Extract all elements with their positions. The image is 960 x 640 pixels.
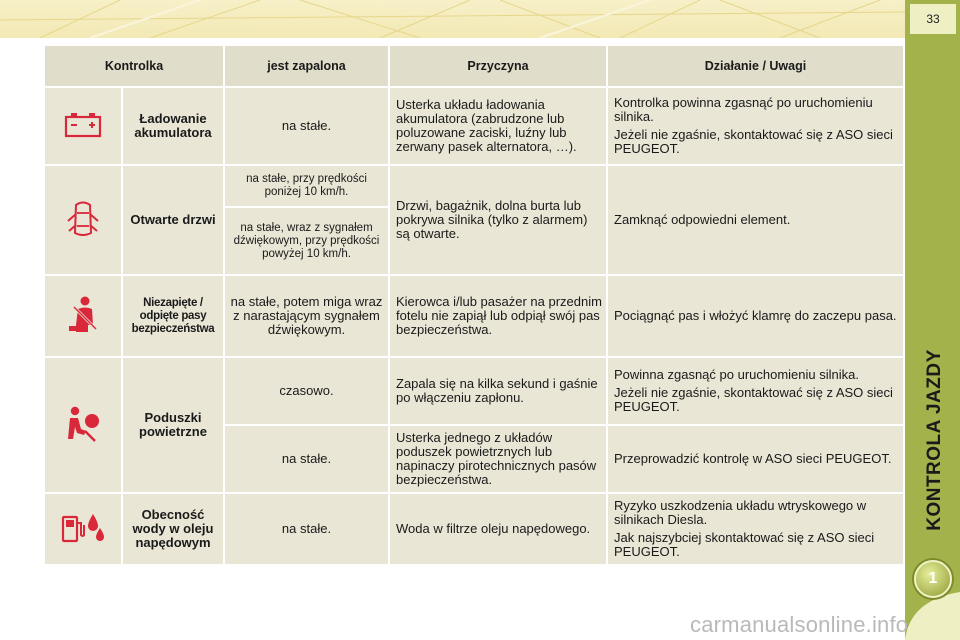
row-cause: Kierowca i/lub pasażer na przednim fotelu nie zapiął lub odpiął swój pas bezpieczeństwa. [390, 276, 606, 356]
row-icon-cell [45, 494, 121, 564]
seatbelt-icon [66, 323, 100, 338]
row-action: Przeprowadzić kontrolę w ASO sieci PEUGEOT. [608, 426, 903, 492]
row-state: na stałe. [225, 88, 388, 164]
row-name: Ładowanie akumulatora [123, 88, 223, 164]
row-action: Pociągnąć pas i włożyć klamrę do zaczepu pasa. [608, 276, 903, 356]
header-decoration [0, 0, 905, 38]
row-cause: Usterka jednego z układów poduszek powietrznych lub napinaczy pirotechnicznych pasów bezpieczeństwa. [390, 426, 606, 492]
row-cause: Zapala się na kilka sekund i gaśnie po włączeniu zapłonu. [390, 358, 606, 424]
row-icon-cell [45, 276, 121, 356]
header-state: jest zapalona [225, 46, 388, 86]
chapter-title: KONTROLA JAZDY [924, 349, 945, 531]
row-action: Kontrolka powinna zgasnąć po uruchomieniu silnika. Jeżeli nie zgaśnie, skontaktować się z ASO sieci PEUGEOT. [608, 88, 903, 164]
row-action: Powinna zgasnąć po uruchomieniu silnika. Jeżeli nie zgaśnie, skontaktować się z ASO sieci PEUGEOT. [608, 358, 903, 424]
water-in-diesel-icon [60, 533, 106, 548]
row-state: na stałe, potem miga wraz z narastającym sygnałem dźwiękowym. [225, 276, 388, 356]
row-name: Poduszki powietrzne [123, 358, 223, 492]
row-action: Zamknąć odpowiedni element. [608, 166, 903, 274]
header-cause: Przyczyna [390, 46, 606, 86]
table-row [45, 88, 903, 164]
watermark: carmanualsonline.info [690, 612, 909, 637]
warning-lights-table [43, 44, 897, 560]
header-action: Działanie / Uwagi [608, 46, 903, 86]
table-row [45, 166, 903, 206]
header-kontrolka: Kontrolka [45, 46, 223, 86]
row-cause: Drzwi, bagażnik, dolna burta lub pokrywa silnika (tylko z alarmem) są otwarte. [390, 166, 606, 274]
table-row [45, 494, 903, 564]
table-header-row [45, 46, 903, 86]
chapter-badge: 1 [914, 560, 952, 598]
row-cause: Woda w filtrze oleju napędowego. [390, 494, 606, 564]
row-state: na stałe, wraz z sygnałem dźwiękowym, przy prędkości powyżej 10 km/h. [225, 208, 388, 274]
row-state: na stałe. [225, 494, 388, 564]
row-state: na stałe. [225, 426, 388, 492]
open-doors-icon [66, 227, 100, 242]
row-state: na stałe, przy prędkości poniżej 10 km/h. [225, 166, 388, 206]
row-icon-cell [45, 166, 121, 274]
row-icon-cell [45, 358, 121, 492]
row-name: Obecność wody w oleju napędowym [123, 494, 223, 564]
row-icon-cell [45, 88, 121, 164]
row-cause: Usterka układu ładowania akumulatora (zabrudzone lub poluzowane zaciski, luźny lub zerwany pasek alternatora, …). [390, 88, 606, 164]
row-name: Otwarte drzwi [123, 166, 223, 274]
row-state: czasowo. [225, 358, 388, 424]
battery-icon [64, 126, 102, 141]
page-number: 33 [910, 4, 956, 34]
row-name: Niezapięte / odpięte pasy bezpieczeństwa [123, 276, 223, 356]
row-action: Ryzyko uszkodzenia układu wtryskowego w silnikach Diesla. Jak najszybciej skontaktować się z ASO sieci PEUGEOT. [608, 494, 903, 564]
table-row [45, 358, 903, 424]
airbag-icon [64, 431, 102, 446]
table-row [45, 276, 903, 356]
